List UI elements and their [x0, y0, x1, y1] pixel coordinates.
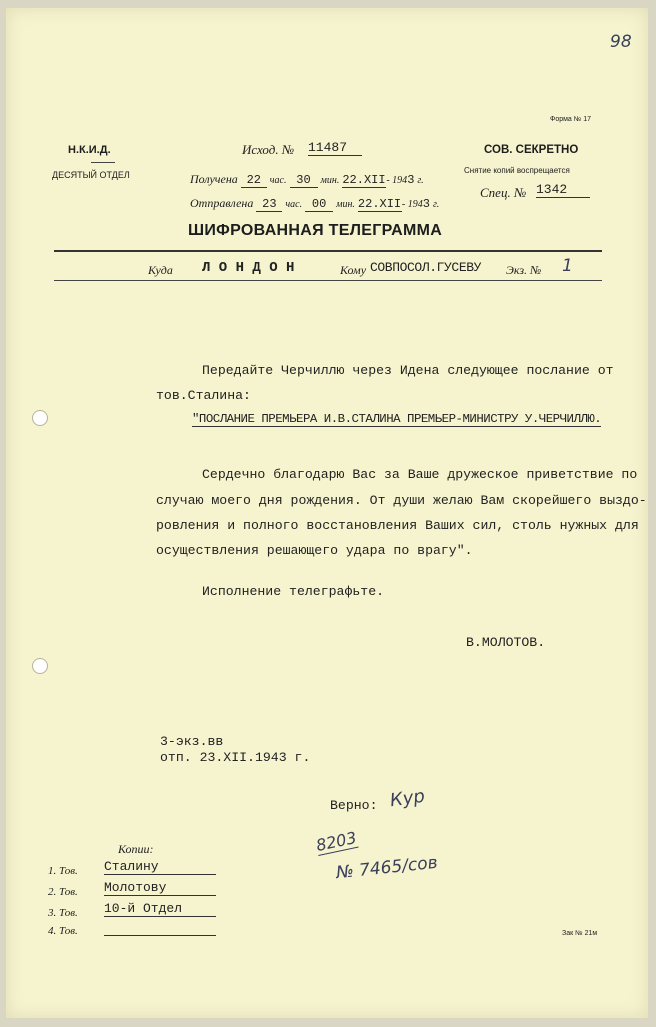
handwritten-number-2: № 7465/сов [335, 852, 439, 884]
sent-minute-unit: мин. [336, 199, 355, 210]
whom-label: Кому [340, 263, 367, 277]
form-label: Форма № 17 [550, 116, 591, 123]
sent-label: Отправлена [190, 196, 254, 210]
received-year-unit: г. [417, 175, 424, 186]
copy-3-value: 10-й Отдел [104, 901, 216, 917]
received-hour-unit: час. [269, 175, 287, 186]
address-rule [54, 280, 602, 281]
copies-note-2: отп. 23.XII.1943 г. [160, 750, 311, 765]
copy-2-label: 2. Тов. [48, 886, 78, 898]
body-paragraph-4: осуществления решающего удара по врагу". [156, 543, 473, 558]
sent-hour-unit: час. [285, 199, 303, 210]
received-year-prefix: - 194 [386, 175, 408, 186]
where-label: Куда [148, 263, 173, 277]
body-paragraph-2: случаю моего дня рождения. От души желаю Вам скорейшего выздо- [156, 493, 647, 508]
footer-order: Зак № 21м [562, 930, 598, 937]
org-underline [91, 162, 115, 163]
copies-note-1: 3-экз.вв [160, 734, 224, 749]
document-page [6, 8, 648, 1018]
received-label: Получена [190, 172, 238, 186]
received-minute: 30 [290, 173, 318, 188]
spec-number: 1342 [536, 182, 590, 198]
org-name: Н.К.И.Д. [68, 144, 111, 156]
copy-no-label: Экз. № [506, 263, 542, 277]
title-rule [54, 250, 602, 252]
whom-value: СОВПОСОЛ.ГУСЕВУ [370, 260, 482, 275]
punch-hole-bottom [32, 658, 48, 674]
punch-hole-top [32, 410, 48, 426]
page-number: 98 [610, 32, 632, 52]
verno-signature: Кур [388, 785, 427, 812]
received-date: 22.XII [342, 173, 386, 187]
copy-4-label: 4. Тов. [48, 925, 78, 937]
body-line-1: Передайте Черчиллю через Идена следующее послание от [202, 363, 614, 378]
sent-minute: 00 [305, 197, 333, 212]
copy-3-label: 3. Тов. [48, 907, 78, 919]
sent-row [190, 196, 439, 212]
where-value: Л О Н Д О Н [202, 260, 295, 276]
sent-hour: 23 [256, 197, 282, 212]
received-row [190, 172, 424, 188]
document-title: ШИФРОВАННАЯ ТЕЛЕГРАММА [188, 222, 443, 239]
body-paragraph-3: ровления и полного восстановления Ваших сил, столь нужных для [156, 518, 639, 533]
handwritten-number-1: 8203 [314, 827, 359, 856]
sent-date: 22.XII [357, 197, 402, 211]
signature: В.МОЛОТОВ. [466, 635, 546, 650]
copy-2-value: Молотову [104, 880, 216, 896]
copy-1-value: Сталину [104, 859, 216, 875]
outgoing-number: 11487 [308, 140, 362, 156]
outgoing-label: Исход. № [242, 142, 295, 157]
sent-year-unit: г. [432, 199, 440, 210]
sent-year-prefix: - 194 [401, 199, 423, 210]
copy-1-label: 1. Тов. [48, 865, 78, 877]
body-line-2: тов.Сталина: [156, 388, 251, 403]
verno-label: Верно: [330, 798, 378, 813]
received-minute-unit: мин. [320, 175, 340, 186]
execution-note: Исполнение телеграфьте. [202, 584, 385, 599]
body-paragraph-1: Сердечно благодарю Вас за Ваше дружеское приветствие по [202, 467, 638, 482]
copy-no-value: 1 [562, 256, 573, 276]
no-copy-label: Снятие копий воспрещается [464, 166, 570, 175]
sent-year-digit: 3 [422, 197, 430, 211]
body-heading: "ПОСЛАНИЕ ПРЕМЬЕРА И.В.СТАЛИНА ПРЕМЬЕР-МИНИСТРУ У.ЧЕРЧИЛЛЮ. [192, 412, 602, 426]
received-year-digit: 3 [407, 173, 415, 187]
secret-label: СОВ. СЕКРЕТНО [484, 144, 579, 156]
copy-4-value [104, 920, 216, 936]
received-hour: 22 [241, 173, 267, 188]
copies-title: Копии: [118, 842, 154, 856]
dept-name: ДЕСЯТЫЙ ОТДЕЛ [52, 170, 130, 180]
spec-label: Спец. № [480, 185, 527, 200]
